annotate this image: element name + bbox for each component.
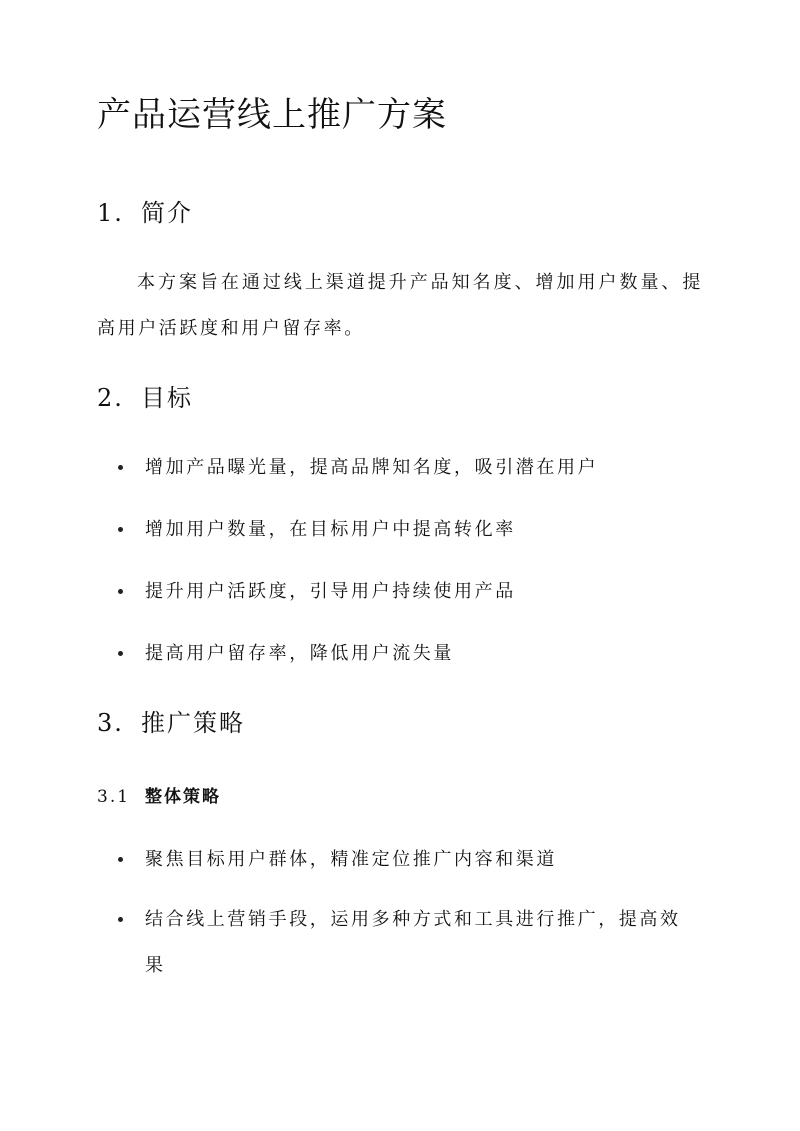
intro-paragraph: 本方案旨在通过线上渠道提升产品知名度、增加用户数量、提高用户活跃度和用户留存率。 — [97, 272, 703, 339]
list-item — [118, 631, 705, 677]
subsection-title: 整体策略 — [145, 787, 221, 807]
list-item — [118, 445, 705, 491]
section-number: 2. — [97, 384, 124, 412]
section-heading-intro — [97, 198, 193, 228]
section-heading-strategy — [97, 708, 245, 738]
list-item-text: 聚焦目标用户群体，精准定位推广内容和渠道 — [145, 849, 557, 870]
list-item — [118, 569, 705, 615]
list-item-text: 结合线上营销手段，运用多种方式和工具进行推广，提高效果 — [145, 909, 681, 976]
bullet-icon — [118, 857, 123, 862]
section-number: 3. — [97, 709, 124, 737]
list-item — [118, 507, 705, 553]
subsection-number: 3.1 — [97, 787, 131, 807]
section-number: 1. — [97, 199, 124, 227]
list-item-text: 增加用户数量，在目标用户中提高转化率 — [145, 519, 516, 540]
list-item-text: 增加产品曝光量，提高品牌知名度，吸引潜在用户 — [145, 457, 599, 478]
list-item — [118, 897, 701, 989]
section-title: 目标 — [141, 384, 193, 412]
list-item — [118, 837, 705, 883]
list-item-text: 提高用户留存率，降低用户流失量 — [145, 643, 454, 664]
section-heading-goals — [97, 383, 193, 413]
section-title: 推广策略 — [141, 709, 245, 737]
bullet-icon — [118, 589, 123, 594]
page-title: 产品运营线上推广方案 — [97, 95, 447, 135]
subsection-heading-overall — [97, 785, 221, 809]
bullet-icon — [118, 651, 123, 656]
bullet-icon — [118, 465, 123, 470]
section-title: 简介 — [141, 199, 193, 227]
bullet-icon — [118, 527, 123, 532]
bullet-icon — [118, 917, 123, 922]
list-item-text: 提升用户活跃度，引导用户持续使用产品 — [145, 581, 516, 602]
